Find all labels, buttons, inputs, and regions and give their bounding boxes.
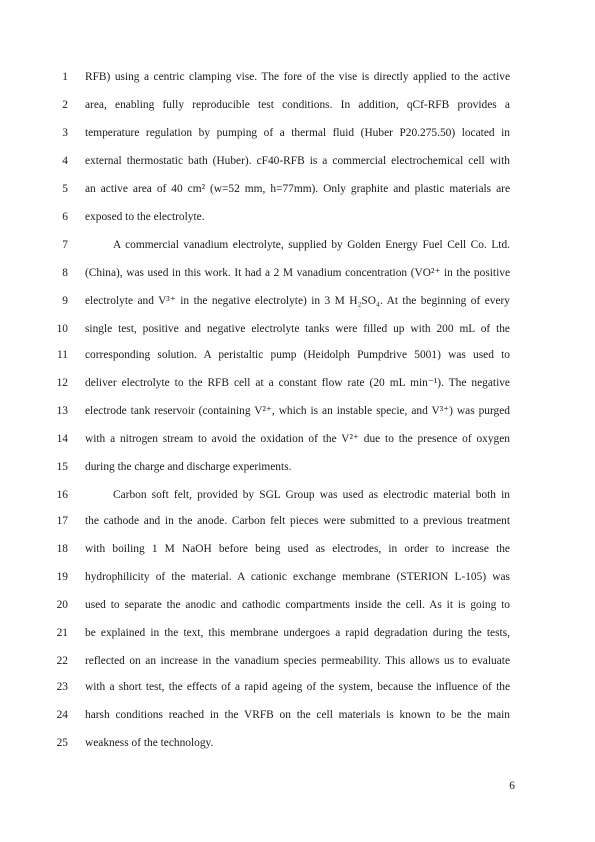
text-line <box>0 68 595 86</box>
line-text: corresponding solution. A peristaltic pump (Heidolph Pumpdrive 5001) was used to <box>85 349 510 361</box>
text-line <box>0 734 595 752</box>
line-number: 24 <box>56 709 68 721</box>
line-text: single test, positive and negative electrolyte tanks were filled up with 200 mL of the <box>85 323 510 335</box>
text-line <box>0 678 595 696</box>
text-line <box>0 96 595 114</box>
line-text: with a short test, the effects of a rapid ageing of the system, because the influence of the <box>85 681 510 693</box>
line-text: used to separate the anodic and cathodic compartments inside the cell. As it is going to <box>85 599 510 611</box>
line-text: with a nitrogen stream to avoid the oxidation of the V²⁺ due to the presence of oxygen <box>85 433 510 445</box>
line-text: with boiling 1 M NaOH before being used as electrodes, in order to increase the <box>85 543 510 555</box>
line-number: 1 <box>62 71 68 83</box>
line-number: 25 <box>56 737 68 749</box>
text-line <box>0 236 595 254</box>
line-text: deliver electrolyte to the RFB cell at a constant flow rate (20 mL min⁻¹). The negative <box>85 377 510 389</box>
line-text: A commercial vanadium electrolyte, supplied by Golden Energy Fuel Cell Co. Ltd. <box>113 239 510 251</box>
text-line <box>0 486 595 504</box>
line-text: the cathode and in the anode. Carbon felt pieces were submitted to a previous treatment <box>85 515 510 527</box>
line-number: 9 <box>62 295 68 307</box>
line-text: an active area of 40 cm² (w=52 mm, h=77mm). Only graphite and plastic materials are <box>85 183 510 195</box>
line-number: 7 <box>62 239 68 251</box>
text-line <box>0 458 595 476</box>
line-text: exposed to the electrolyte. <box>85 211 205 223</box>
line-text: be explained in the text, this membrane undergoes a rapid degradation during the tests, <box>85 627 510 639</box>
text-line <box>0 624 595 642</box>
text-line <box>0 124 595 142</box>
line-number: 5 <box>62 183 68 195</box>
line-text: reflected on an increase in the vanadium species permeability. This allows us to evaluate <box>85 655 510 667</box>
line-number: 2 <box>62 99 68 111</box>
text-line <box>0 540 595 558</box>
line-text: temperature regulation by pumping of a thermal fluid (Huber P20.275.50) located in <box>85 127 510 139</box>
line-number: 15 <box>56 461 68 473</box>
text-line <box>0 180 595 198</box>
page-number: 6 <box>509 780 515 792</box>
text-line <box>0 596 595 614</box>
line-number: 16 <box>56 489 68 501</box>
line-text: harsh conditions reached in the VRFB on the cell materials is known to be the main <box>85 709 510 721</box>
line-text: weakness of the technology. <box>85 737 214 749</box>
line-number: 19 <box>56 571 68 583</box>
line-text: (China), was used in this work. It had a 2 M vanadium concentration (VO²⁺ in the positive <box>85 267 510 279</box>
line-text: external thermostatic bath (Huber). cF40-RFB is a commercial electrochemical cell with <box>85 155 510 167</box>
line-number: 12 <box>56 377 68 389</box>
text-line <box>0 152 595 170</box>
line-number: 6 <box>62 211 68 223</box>
text-line <box>0 402 595 420</box>
line-number: 18 <box>56 543 68 555</box>
line-text: during the charge and discharge experiments. <box>85 461 292 473</box>
line-number: 22 <box>56 655 68 667</box>
text-line <box>0 208 595 226</box>
line-text: hydrophilicity of the material. A cationic exchange membrane (STERION L-105) was <box>85 571 510 583</box>
line-number: 23 <box>56 681 68 693</box>
text-line <box>0 706 595 724</box>
text-line <box>0 292 595 310</box>
text-line <box>0 430 595 448</box>
text-line <box>0 264 595 282</box>
line-number: 10 <box>56 323 68 335</box>
line-number: 17 <box>56 515 68 527</box>
line-number: 11 <box>57 349 68 361</box>
text-line <box>0 346 595 364</box>
line-text: electrode tank reservoir (containing V²⁺, which is an instable specie, and V³⁺) was purged <box>85 405 510 417</box>
line-number: 21 <box>56 627 68 639</box>
text-line <box>0 320 595 338</box>
line-text: electrolyte and V³⁺ in the negative electrolyte) in 3 M H₂SO₄. At the beginning of every <box>85 295 510 307</box>
text-line <box>0 652 595 670</box>
line-number: 13 <box>56 405 68 417</box>
line-text: Carbon soft felt, provided by SGL Group was used as electrodic material both in <box>113 489 510 501</box>
line-text: area, enabling fully reproducible test conditions. In addition, qCf-RFB provides a <box>85 99 510 111</box>
text-line <box>0 374 595 392</box>
text-line <box>0 568 595 586</box>
line-text: RFB) using a centric clamping vise. The fore of the vise is directly applied to the active <box>85 71 510 83</box>
line-number: 4 <box>62 155 68 167</box>
line-number: 3 <box>62 127 68 139</box>
text-line <box>0 512 595 530</box>
line-number: 20 <box>56 599 68 611</box>
line-number: 8 <box>62 267 68 279</box>
line-number: 14 <box>56 433 68 445</box>
